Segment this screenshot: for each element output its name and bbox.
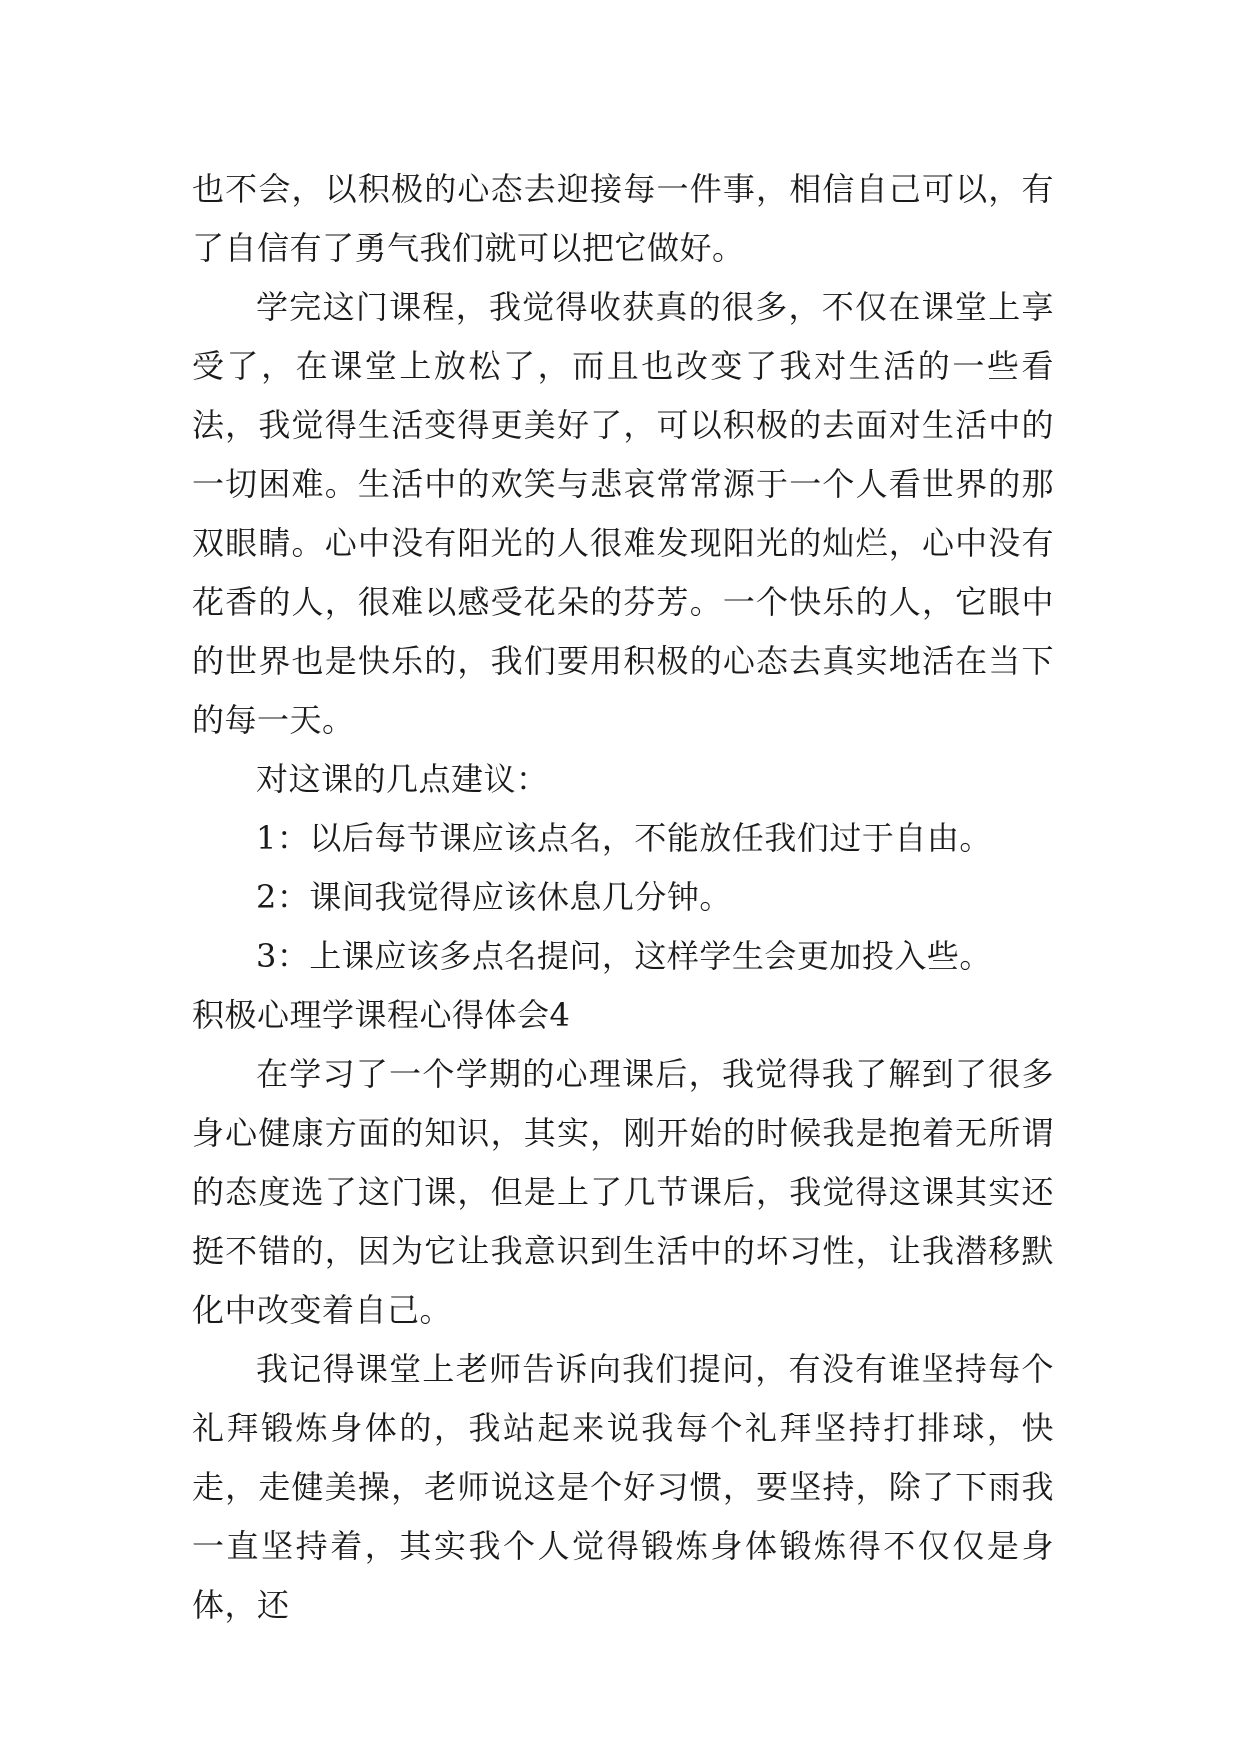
suggestion-item-3: 3：上课应该多点名提问，这样学生会更加投入些。	[256, 937, 992, 975]
paragraph-course-reflection: 学完这门课程，我觉得收获真的很多，不仅在课堂上享受了，在课堂上放松了，而且也改变了我对生活的一些看法，我觉得生活变得更美好了，可以积极的去面对生活中的一切困难。生活中的欢笑与悲哀常常源于一个人看世界的那双眼睛。心中没有阳光的人很难发现阳光的灿烂，心中没有花香的人，很难以感受花朵的芬芳。一个快乐的人，它眼中的世界也是快乐的，我们要用积极的心态去真实地活在当下的每一天。	[192, 288, 1054, 739]
suggestion-item-2: 2：课间我觉得应该休息几分钟。	[256, 878, 732, 916]
document-body	[192, 160, 1054, 1635]
suggestions-intro: 对这课的几点建议：	[256, 760, 549, 798]
paragraph-semester-study: 在学习了一个学期的心理课后，我觉得我了解到了很多身心健康方面的知识，其实，刚开始的时候我是抱着无所谓的态度选了这门课，但是上了几节课后，我觉得这课其实还挺不错的，因为它让我意识到生活中的坏习性，让我潜移默化中改变着自己。	[192, 1055, 1054, 1329]
section-heading: 积极心理学课程心得体会4	[192, 996, 571, 1034]
suggestion-item-1: 1：以后每节课应该点名，不能放任我们过于自由。	[256, 819, 992, 857]
paragraph-exercise: 我记得课堂上老师告诉向我们提问，有没有谁坚持每个礼拜锻炼身体的，我站起来说我每个礼拜坚持打排球，快走，走健美操，老师说这是个好习惯，要坚持，除了下雨我一直坚持着，其实我个人觉得锻炼身体锻炼得不仅仅是身体，还	[192, 1350, 1054, 1624]
paragraph-continuation: 也不会，以积极的心态去迎接每一件事，相信自己可以，有了自信有了勇气我们就可以把它做好。	[192, 170, 1054, 267]
